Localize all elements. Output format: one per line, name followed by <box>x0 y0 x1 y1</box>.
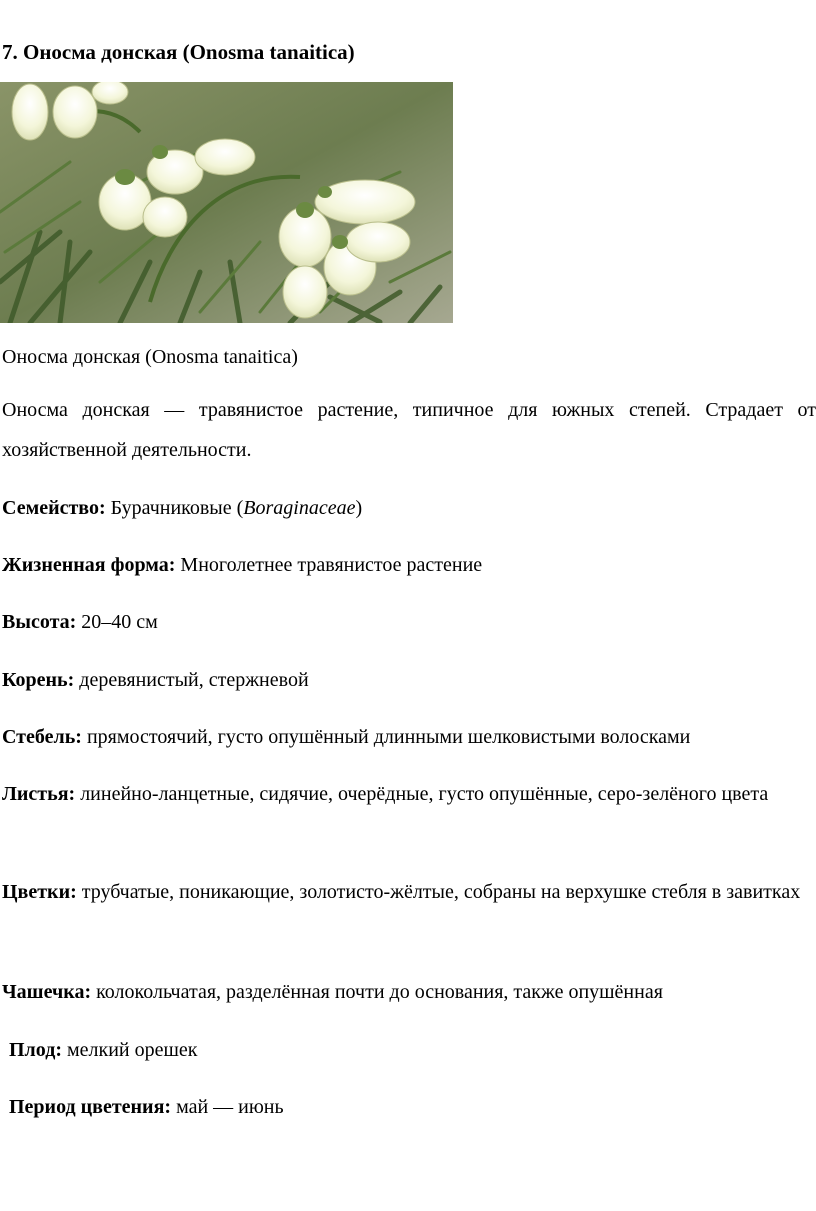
field-leaves-label: Листья: <box>2 783 76 805</box>
field-calyx-value: колокольчатая, разделённая почти до основания, также опушённая <box>91 981 663 1003</box>
field-leaves-value: линейно-ланцетные, сидячие, очерёдные, густо опушённые, серо-зелёного цвета <box>75 783 769 805</box>
field-life-form-label: Жизненная форма: <box>2 554 176 576</box>
field-height-label: Высота: <box>2 611 77 633</box>
field-fruit <box>9 1030 816 1070</box>
field-calyx-label: Чашечка: <box>2 981 92 1003</box>
field-root <box>2 660 816 700</box>
field-flowers <box>2 872 816 912</box>
field-root-label: Корень: <box>2 669 75 691</box>
intro-paragraph: Оносма донская — травянистое растение, типичное для южных степей. Страдает от хозяйственной деятельности. <box>2 399 816 461</box>
field-family-value: Бурачниковые ( <box>105 497 244 519</box>
field-family-latin: Boraginaceae <box>243 497 356 519</box>
field-bloom-period-value: май — июнь <box>171 1096 284 1118</box>
field-bloom-period <box>9 1087 816 1127</box>
field-family-label: Семейство: <box>2 497 106 519</box>
field-calyx <box>2 972 816 1012</box>
field-bloom-period-label: Период цветения: <box>9 1096 172 1118</box>
field-life-form-value: Многолетнее травянистое растение <box>175 554 483 576</box>
plant-photo <box>0 82 453 323</box>
field-stem-label: Стебель: <box>2 726 82 748</box>
field-fruit-value: мелкий орешек <box>61 1039 198 1061</box>
field-fruit-label: Плод: <box>9 1039 62 1061</box>
field-family-close: ) <box>355 497 363 519</box>
field-stem <box>2 717 816 757</box>
plant-photo-illustration <box>0 82 453 323</box>
field-family <box>2 488 816 528</box>
field-flowers-value: трубчатые, поникающие, золотисто-жёлтые, собраны на верхушке стебля в завитках <box>76 881 801 903</box>
field-height <box>2 602 816 642</box>
field-root-value: деревянистый, стержневой <box>74 669 309 691</box>
field-flowers-label: Цветки: <box>2 881 77 903</box>
page-title: 7. Оносма донская (Onosma tanaitica) <box>2 40 355 64</box>
field-life-form <box>2 545 816 585</box>
field-stem-value: прямостоячий, густо опушённый длинными шелковистыми волосками <box>81 726 691 748</box>
photo-caption: Оносма донская (Onosma tanaitica) <box>2 346 298 368</box>
field-height-value: 20–40 см <box>76 611 158 633</box>
field-leaves <box>2 774 816 814</box>
